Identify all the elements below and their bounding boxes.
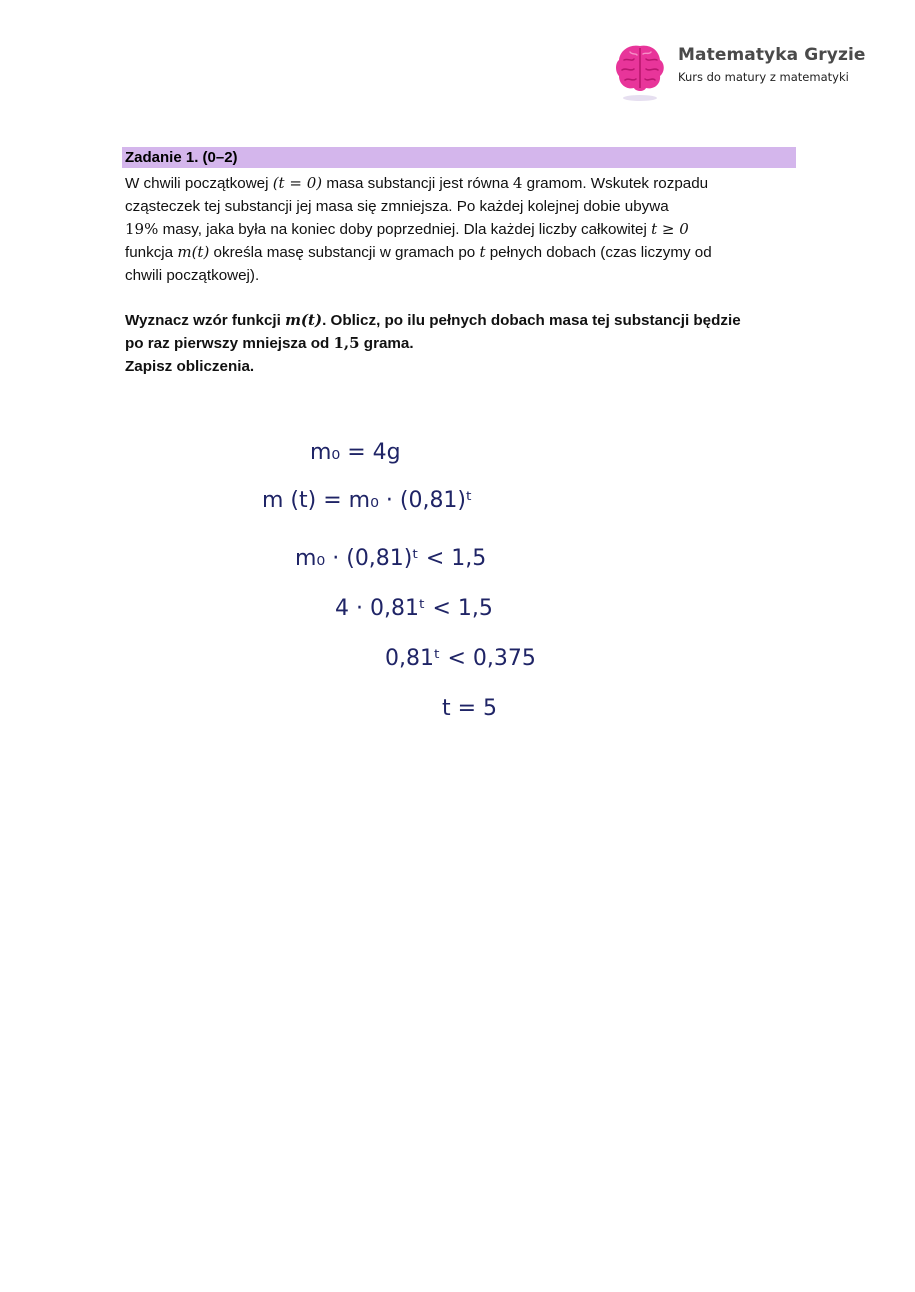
hand-line-2: m (t) = m₀ · (0,81)ᵗ bbox=[262, 488, 473, 513]
brand-tagline: Kurs do matury z matematyki bbox=[678, 70, 849, 84]
brand-logo bbox=[612, 40, 872, 102]
task-header bbox=[122, 147, 796, 168]
description-line: funkcja m(t) określa masę substancji w gramach po t pełnych dobach (czas liczymy od bbox=[125, 243, 712, 261]
hand-line-1: m₀ = 4g bbox=[310, 440, 401, 465]
task-question bbox=[125, 309, 805, 378]
description-line: cząsteczek tej substancji jej masa się zmniejsza. Po każdej kolejnej dobie ubywa bbox=[125, 198, 669, 215]
hand-line-6: t = 5 bbox=[442, 696, 498, 721]
hand-line-3: m₀ · (0,81)ᵗ < 1,5 bbox=[295, 546, 487, 571]
hand-line-4: 4 · 0,81ᵗ < 1,5 bbox=[335, 596, 493, 621]
description-line: chwili początkowej). bbox=[125, 267, 260, 284]
description-line: 19% masy, jaka była na koniec doby poprzedniej. Dla każdej liczby całkowitej t ≥ 0 bbox=[125, 220, 689, 238]
task-description bbox=[125, 172, 805, 287]
task-title: Zadanie 1. (0–2) bbox=[125, 149, 238, 166]
question-instruction: Zapisz obliczenia. bbox=[125, 358, 255, 375]
brain-icon bbox=[612, 40, 668, 102]
description-line: W chwili początkowej (t = 0) masa substancji jest równa 4 gramom. Wskutek rozpadu bbox=[125, 174, 709, 192]
question-line: Wyznacz wzór funkcji m(t). Oblicz, po ilu pełnych dobach masa tej substancji będzie bbox=[125, 311, 741, 329]
handwritten-solution bbox=[240, 425, 560, 725]
hand-line-5: 0,81ᵗ < 0,375 bbox=[385, 646, 536, 671]
question-line: po raz pierwszy mniejsza od 1,5 grama. bbox=[125, 334, 414, 352]
brand-name: Matematyka Gryzie bbox=[678, 45, 866, 65]
